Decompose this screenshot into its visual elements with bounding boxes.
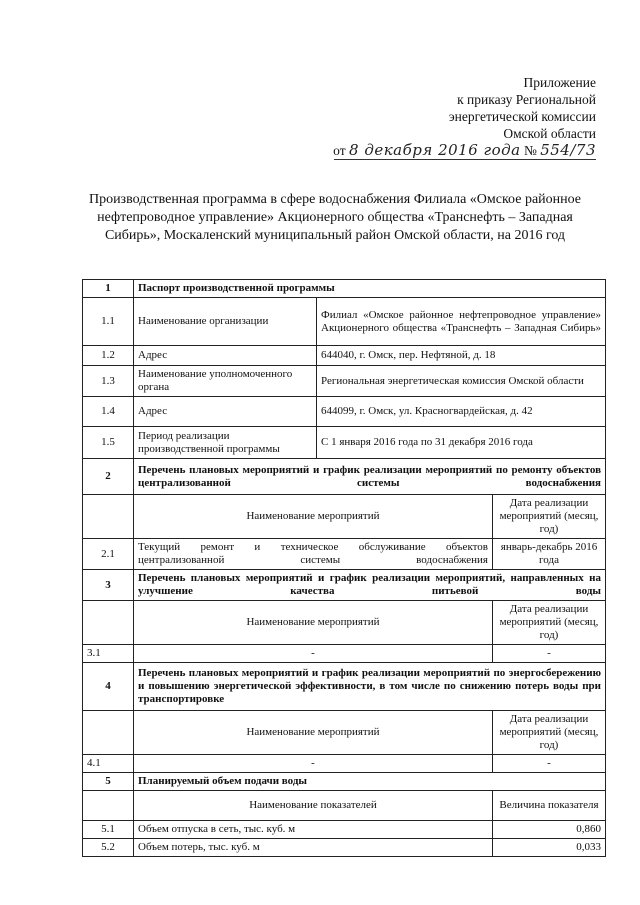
row-date: -: [493, 755, 606, 773]
section-heading: Паспорт производственной программы: [134, 280, 606, 298]
signature-rule: [334, 159, 596, 160]
row-name: Текущий ремонт и техническое обслуживание объектов централизованной системы водоснабжения: [134, 539, 493, 570]
section-number: 2: [83, 459, 134, 495]
section-header-row: [83, 280, 606, 298]
section-number: 3: [83, 570, 134, 601]
table-row: [83, 397, 606, 427]
row-date: -: [493, 645, 606, 663]
column-header-name: Наименование мероприятий: [134, 711, 493, 755]
empty-cell: [83, 711, 134, 755]
column-header-name: Наименование мероприятий: [134, 495, 493, 539]
appendix-line: к приказу Региональной: [457, 92, 596, 107]
section-heading: Планируемый объем подачи воды: [134, 773, 606, 791]
column-header-name: Наименование показателей: [134, 791, 493, 821]
row-name: Объем потерь, тыс. куб. м: [134, 839, 493, 857]
section-heading: Перечень плановых мероприятий и график реализации мероприятий, направленных на улучшение качества питьевой воды: [134, 570, 606, 601]
column-header-name: Наименование мероприятий: [134, 601, 493, 645]
row-date: январь-декабрь 2016 года: [493, 539, 606, 570]
row-label: Адрес: [134, 397, 317, 427]
row-number: 5.1: [83, 821, 134, 839]
order-date-handwritten: 8 декабря 2016 года: [349, 141, 521, 159]
section-header-row: [83, 459, 606, 495]
table-row: [83, 645, 606, 663]
row-value: С 1 января 2016 года по 31 декабря 2016 года: [317, 427, 606, 459]
row-value: 0,860: [493, 821, 606, 839]
appendix-line: Омской области: [503, 126, 596, 141]
row-label: Адрес: [134, 346, 317, 366]
column-header-date: Дата реализации мероприятий (месяц, год): [493, 711, 606, 755]
section-heading: Перечень плановых мероприятий и график реализации мероприятий по ремонту объектов централизованной системы водоснабжения: [134, 459, 606, 495]
section-header-row: [83, 570, 606, 601]
section-header-row: [83, 773, 606, 791]
order-number-label: №: [523, 143, 537, 158]
row-number: 4.1: [83, 755, 134, 773]
empty-cell: [83, 601, 134, 645]
column-header-row: [83, 791, 606, 821]
column-header-date: Дата реализации мероприятий (месяц, год): [493, 601, 606, 645]
row-number: 1.4: [83, 397, 134, 427]
section-number: 1: [83, 280, 134, 298]
row-value: Филиал «Омское районное нефтепроводное управление» Акционерного общества «Транснефть – Западная Сибирь»: [317, 298, 606, 346]
row-label: Наименование организации: [134, 298, 317, 346]
table-row: [83, 755, 606, 773]
table-row: [83, 539, 606, 570]
row-value: Региональная энергетическая комиссия Омской области: [317, 366, 606, 397]
appendix-line: энергетической комиссии: [448, 109, 596, 124]
program-table: [82, 279, 606, 857]
document-title: Производственная программа в сфере водоснабжения Филиала «Омское районное нефтепроводное управление» Акционерного общества «Транснефть – Западная Сибирь», Москаленский муниципальный район Омской области, на 2016 год: [88, 192, 582, 243]
row-label: Период реализации производственной программы: [134, 427, 317, 459]
table-row: [83, 366, 606, 397]
section-number: 5: [83, 773, 134, 791]
row-number: 1.1: [83, 298, 134, 346]
section-heading: Перечень плановых мероприятий и график реализации мероприятий по энергосбережению и повышению энергетической эффективности, в том числе по снижению потерь воды при транспортировке: [134, 663, 606, 711]
section-header-row: [83, 663, 606, 711]
row-name: -: [134, 755, 493, 773]
empty-cell: [83, 495, 134, 539]
row-value: 644040, г. Омск, пер. Нефтяной, д. 18: [317, 346, 606, 366]
row-name: -: [134, 645, 493, 663]
appendix-line: Приложение: [523, 75, 596, 90]
section-number: 4: [83, 663, 134, 711]
column-header-row: [83, 495, 606, 539]
table-row: [83, 839, 606, 857]
row-number: 2.1: [83, 539, 134, 570]
row-number: 5.2: [83, 839, 134, 857]
column-header-row: [83, 601, 606, 645]
table-row: [83, 821, 606, 839]
row-value: 0,033: [493, 839, 606, 857]
row-name: Объем отпуска в сеть, тыс. куб. м: [134, 821, 493, 839]
column-header-date: Дата реализации мероприятий (месяц, год): [493, 495, 606, 539]
empty-cell: [83, 791, 134, 821]
appendix-block: [449, 74, 596, 142]
table-row: [83, 346, 606, 366]
row-value: 644099, г. Омск, ул. Красногвардейская, д. 42: [317, 397, 606, 427]
table-row: [83, 427, 606, 459]
table-row: [83, 298, 606, 346]
row-number: 1.3: [83, 366, 134, 397]
order-number-handwritten: 554/73: [540, 141, 596, 159]
column-header-value: Величина показателя: [493, 791, 606, 821]
order-prefix: от: [333, 143, 346, 158]
order-date-line: [296, 141, 596, 163]
row-label: Наименование уполномоченного органа: [134, 366, 317, 397]
row-number: 1.5: [83, 427, 134, 459]
row-number: 3.1: [83, 645, 134, 663]
row-number: 1.2: [83, 346, 134, 366]
column-header-row: [83, 711, 606, 755]
